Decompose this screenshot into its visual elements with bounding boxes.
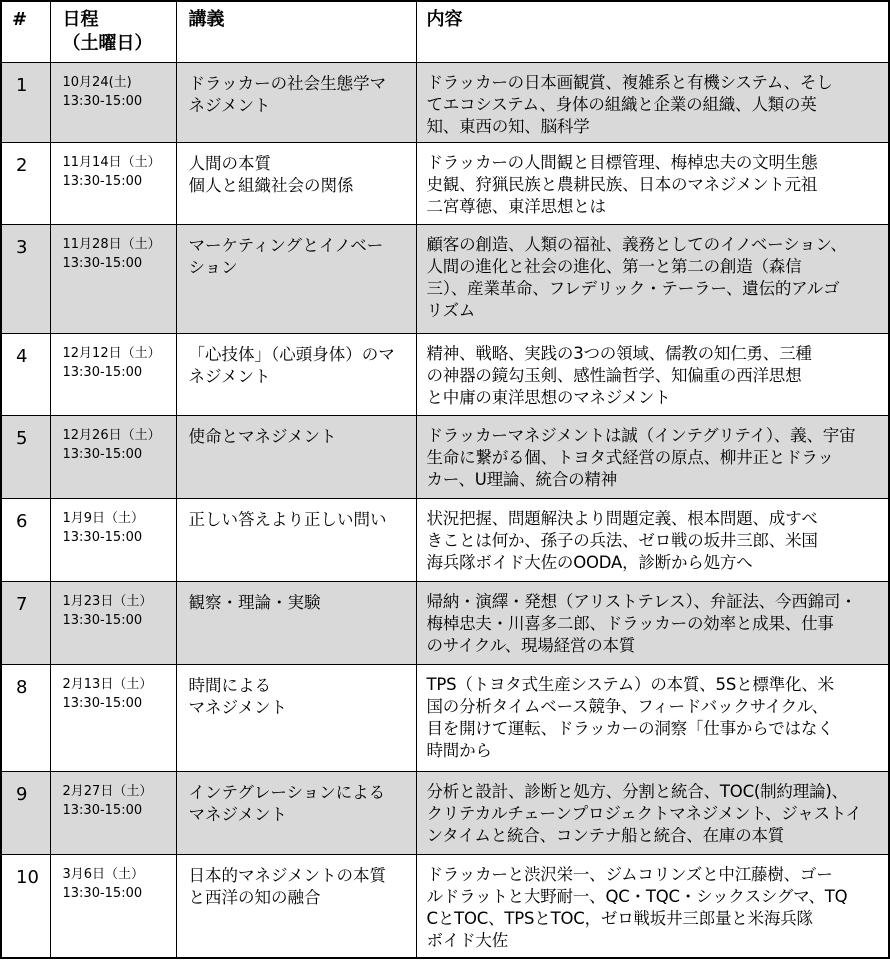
table-row <box>1 499 889 582</box>
row-number: 10 <box>1 855 50 958</box>
row-content-line: 精神、戦略、実践の3つの領域、儒教の知仁勇、三種 <box>426 343 812 363</box>
table-row <box>1 582 889 665</box>
row-content-line: 時間から <box>426 741 492 761</box>
row-lecture-cell <box>176 499 416 582</box>
row-time: 13:30-15:00 <box>62 93 143 109</box>
row-date-cell <box>50 333 176 416</box>
row-content-cell <box>416 143 889 225</box>
row-content-line: カー、U理論、統合の精神 <box>426 470 618 490</box>
row-content-line: 生命に繋がる個、トヨタ式経営の原点、柳井正とドラッ <box>426 448 834 468</box>
row-number: 2 <box>1 143 50 225</box>
row-content-cell <box>416 499 889 582</box>
table-row <box>1 772 889 855</box>
row-content-cell <box>416 855 889 958</box>
row-time: 13:30-15:00 <box>62 364 143 380</box>
row-content-line: 分析と設計、診断と処方、分割と統合、TOC(制約理論)、 <box>426 782 848 802</box>
row-content-line: ボイド大佐 <box>426 931 509 951</box>
row-lecture-cell <box>176 855 416 958</box>
row-lecture-line: 「心技体」（心頭身体）のマ <box>188 344 395 364</box>
row-content-cell <box>416 416 889 499</box>
row-number: 9 <box>1 772 50 855</box>
row-content-line: ドラッカーマネジメントは誠（インテグリテイ）、義、宇宙 <box>426 426 856 446</box>
row-lecture-cell <box>176 62 416 143</box>
row-lecture-line: ドラッカーの社会生態学マ <box>188 73 387 93</box>
row-time: 13:30-15:00 <box>62 803 143 819</box>
schedule-body <box>1 62 889 958</box>
header-content: 内容 <box>416 1 889 62</box>
row-lecture-cell <box>176 665 416 772</box>
row-date: 12月12日（土） <box>62 345 161 361</box>
row-lecture-line: 観察・理論・実験 <box>188 593 321 613</box>
row-content-line: クリテカルチェーンプロジェクトマネジメント、ジャストイ <box>426 804 862 824</box>
row-time: 13:30-15:00 <box>62 256 143 272</box>
table-row <box>1 855 889 958</box>
row-number: 8 <box>1 665 50 772</box>
row-lecture-cell <box>176 225 416 333</box>
row-date-cell <box>50 62 176 143</box>
row-content-line: 海兵隊ボイド大佐のOODA，診断から処方へ <box>426 553 753 573</box>
row-date: 2月27日（土） <box>62 784 153 800</box>
row-content-line: きことは何か、孫子の兵法、ゼロ戦の坂井三郎、米国 <box>426 531 818 551</box>
row-number: 7 <box>1 582 50 665</box>
row-date-cell <box>50 143 176 225</box>
row-lecture-line: インテグレーションによる <box>188 783 386 803</box>
row-lecture-line: マネジメント <box>188 698 288 718</box>
row-content-line: のサイクル、現場経営の本質 <box>426 636 636 656</box>
row-lecture-cell <box>176 772 416 855</box>
row-date-cell <box>50 855 176 958</box>
row-content-line: てエコシステム、身体の組織と企業の組織、人類の英 <box>426 94 817 114</box>
table-row <box>1 143 889 225</box>
row-date-cell <box>50 582 176 665</box>
row-date: 3月6日（土） <box>62 867 145 883</box>
row-date: 12月26日（土） <box>62 428 161 444</box>
row-lecture-line: マーケティングとイノベー <box>188 236 384 256</box>
table-row <box>1 62 889 143</box>
row-content-line: リズム <box>426 301 476 321</box>
row-content-line: 人間の進化と社会の進化、第一と第二の創造（森信 <box>426 257 802 277</box>
row-lecture-cell <box>176 582 416 665</box>
table-row <box>1 416 889 499</box>
row-date: 10月24(土) <box>62 74 132 90</box>
row-content-line: ドラッカーの人間観と目標管理、梅棹忠夫の文明生態 <box>426 153 818 173</box>
row-date: 11月14日（土） <box>62 155 161 171</box>
row-content-line: 二宮尊徳、東洋思想とは <box>426 197 606 217</box>
row-content-cell <box>416 582 889 665</box>
row-content-line: ルドラットと大野耐一、QC・TQC・シックスシグマ、TQ <box>426 887 848 907</box>
row-content-line: と中庸の東洋思想のマネジメント <box>426 387 671 407</box>
row-content-line: ンタイムと統合、コンテナ船と統合、在庫の本質 <box>426 826 785 846</box>
row-lecture-line: マネジメント <box>188 805 288 825</box>
header-date-label: 日程 <box>62 9 99 30</box>
row-number: 4 <box>1 333 50 416</box>
row-time: 13:30-15:00 <box>62 613 143 629</box>
row-time: 13:30-15:00 <box>62 886 143 902</box>
row-date-cell <box>50 499 176 582</box>
row-content-cell <box>416 333 889 416</box>
header-lecture: 講義 <box>176 1 416 62</box>
row-lecture-line: 日本的マネジメントの本質 <box>188 866 387 886</box>
row-lecture-line: 人間の本質 <box>188 154 271 174</box>
row-lecture-line: ション <box>188 258 238 278</box>
row-content-line: の神器の鏡勾玉剣、感性論哲学、知偏重の西洋思想 <box>426 365 802 385</box>
row-content-cell <box>416 225 889 333</box>
table-row <box>1 665 889 772</box>
row-time: 13:30-15:00 <box>62 174 143 190</box>
row-lecture-line: ネジメント <box>188 95 271 115</box>
row-content-line: 目を開けて運転、ドラッカーの洞察「仕事からではなく <box>426 719 834 739</box>
row-lecture-line: ネジメント <box>188 366 271 386</box>
row-time: 13:30-15:00 <box>62 530 143 546</box>
row-content-line: 史観、狩猟民族と農耕民族、日本のマネジメント元祖 <box>426 175 818 195</box>
row-number: 1 <box>1 62 50 143</box>
row-time: 13:30-15:00 <box>62 696 143 712</box>
row-content-line: 三）、産業革命、フレデリック・テーラー、遺伝的アルゴ <box>426 279 840 299</box>
row-number: 6 <box>1 499 50 582</box>
row-date: 11月28日（土） <box>62 237 161 253</box>
row-number: 3 <box>1 225 50 333</box>
row-lecture-cell <box>176 416 416 499</box>
row-lecture-line: 使命とマネジメント <box>188 427 337 447</box>
header-date-weekday: （土曜日） <box>62 33 153 54</box>
header-date <box>50 1 176 62</box>
row-date: 1月23日（土） <box>62 594 153 610</box>
table-row <box>1 225 889 333</box>
row-date-cell <box>50 665 176 772</box>
row-date: 1月9日（土） <box>62 511 145 527</box>
row-lecture-line: 個人と組織社会の関係 <box>188 176 354 196</box>
row-content-line: ドラッカーの日本画観賞、複雑系と有機システム、そし <box>426 72 833 92</box>
row-content-line: 状況把握、問題解決より問題定義、根本問題、成すべ <box>426 509 818 529</box>
row-content-cell <box>416 665 889 772</box>
header-number: # <box>1 1 50 62</box>
row-lecture-cell <box>176 143 416 225</box>
row-date-cell <box>50 772 176 855</box>
row-date-cell <box>50 416 176 499</box>
row-lecture-line: 正しい答えより正しい問い <box>188 510 387 530</box>
row-lecture-line: と西洋の知の融合 <box>188 888 321 908</box>
row-content-line: 国の分析タイムベース競争、フィードバックサイクル、 <box>426 697 828 717</box>
row-content-cell <box>416 772 889 855</box>
row-content-line: 顧客の創造、人類の福祉、義務としてのイノベーション、 <box>426 235 847 255</box>
header-row <box>1 1 889 62</box>
row-content-line: 梅棹忠夫・川喜多二郎、ドラッカーの効率と成果、仕事 <box>426 614 834 634</box>
row-content-line: ドラッカーと渋沢栄一、ジムコリンズと中江藤樹、ゴー <box>426 865 833 885</box>
table-row <box>1 333 889 416</box>
row-lecture-line: 時間による <box>188 676 271 696</box>
row-content-line: CとTOC、TPSとTOC，ゼロ戦坂井三郎量と米海兵隊 <box>426 909 813 929</box>
row-number: 5 <box>1 416 50 499</box>
row-content-line: 帰納・演繹・発想（アリストテレス）、弁証法、今西錦司・ <box>426 592 857 612</box>
row-date: 2月13日（土） <box>62 677 153 693</box>
row-lecture-cell <box>176 333 416 416</box>
row-time: 13:30-15:00 <box>62 447 143 463</box>
row-content-line: TPS（トヨタ式生産システム）の本質、5Sと標準化、米 <box>426 675 834 695</box>
row-content-line: 知、東西の知、脳科学 <box>426 116 590 136</box>
row-content-cell <box>416 62 889 143</box>
row-date-cell <box>50 225 176 333</box>
